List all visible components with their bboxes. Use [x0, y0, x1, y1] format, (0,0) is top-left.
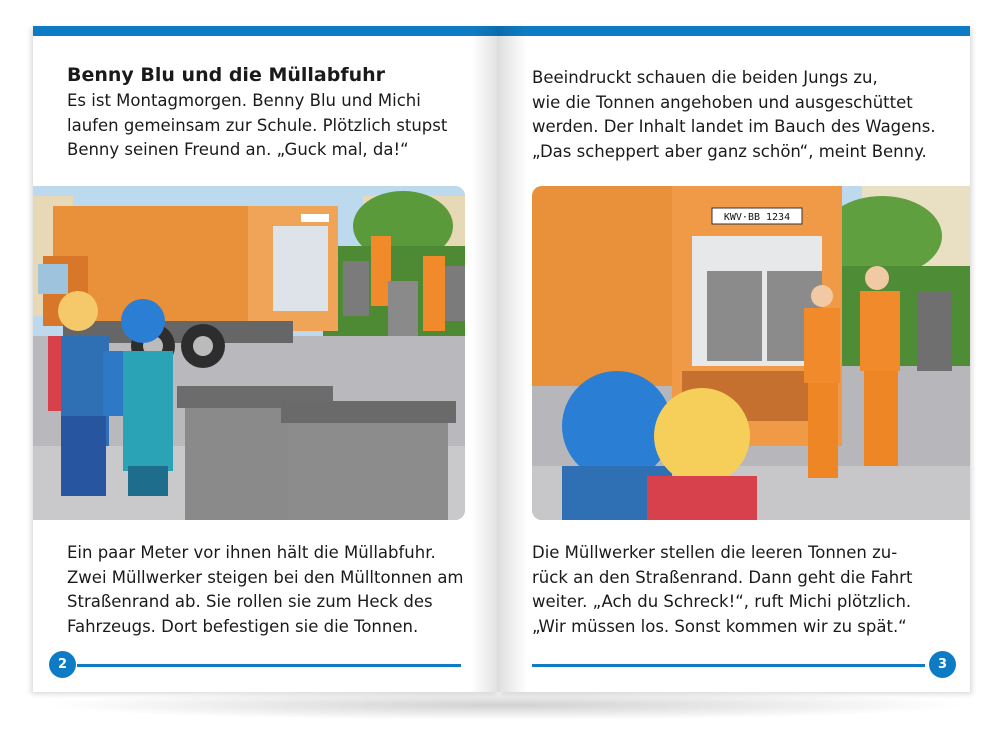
text-line: Es ist Montagmorgen. Benny Blu und Michi: [67, 91, 421, 110]
text-line: laufen gemeinsam zur Schule. Plötzlich stupst: [67, 115, 448, 135]
right-intro-text: [532, 66, 936, 164]
page-title: Benny Blu und die Müllabfuhr: [67, 64, 386, 86]
left-footer-line: [77, 664, 461, 667]
left-gutter-shade: [471, 26, 499, 692]
book-shadow: [40, 690, 970, 720]
text-line: weiter. „Ach du Schreck!“, ruft Michi plötzlich.: [532, 592, 912, 611]
text-line: werden. Der Inhalt landet im Bauch des Wagens.: [532, 117, 936, 136]
right-gutter-shade: [499, 26, 527, 692]
text-line: Straßenrand ab. Sie rollen sie zum Heck des: [67, 592, 433, 611]
right-footer-line: [532, 664, 925, 667]
page-number-badge: 2: [49, 651, 76, 678]
text-line: Die Müllwerker stellen die leeren Tonnen zu-: [532, 543, 898, 562]
left-body-text: [67, 541, 464, 639]
left-illustration: [33, 186, 465, 520]
text-line: „Das scheppert aber ganz schön“, meint Benny.: [532, 141, 927, 161]
text-line: Benny seinen Freund an. „Guck mal, da!“: [67, 140, 409, 159]
text-line: Beeindruckt schauen die beiden Jungs zu,: [532, 68, 878, 87]
text-line: Fahrzeugs. Dort befestigen sie die Tonnen.: [67, 616, 419, 636]
right-body-text: [532, 541, 912, 639]
license-plate-text: KWV·BB 1234: [723, 212, 791, 223]
page-number-badge: 3: [929, 651, 956, 678]
text-line: „Wir müssen los. Sonst kommen wir zu spät.“: [532, 616, 907, 636]
text-line: Zwei Müllwerker steigen bei den Mülltonnen am: [67, 567, 464, 587]
text-line: wie die Tonnen angehoben und ausgeschüttet: [532, 92, 913, 112]
garbage-truck-street-scene: [33, 186, 465, 520]
right-illustration: [532, 186, 970, 520]
left-intro-text: [67, 89, 447, 163]
text-line: Ein paar Meter vor ihnen hält die Müllabfuhr.: [67, 543, 436, 562]
left-top-bar: [33, 26, 499, 36]
garbage-truck-rear-scene: [532, 186, 970, 520]
left-page: [33, 26, 499, 692]
right-page: [499, 26, 970, 692]
right-top-bar: [499, 26, 970, 36]
text-line: rück an den Straßenrand. Dann geht die Fahrt: [532, 567, 913, 587]
